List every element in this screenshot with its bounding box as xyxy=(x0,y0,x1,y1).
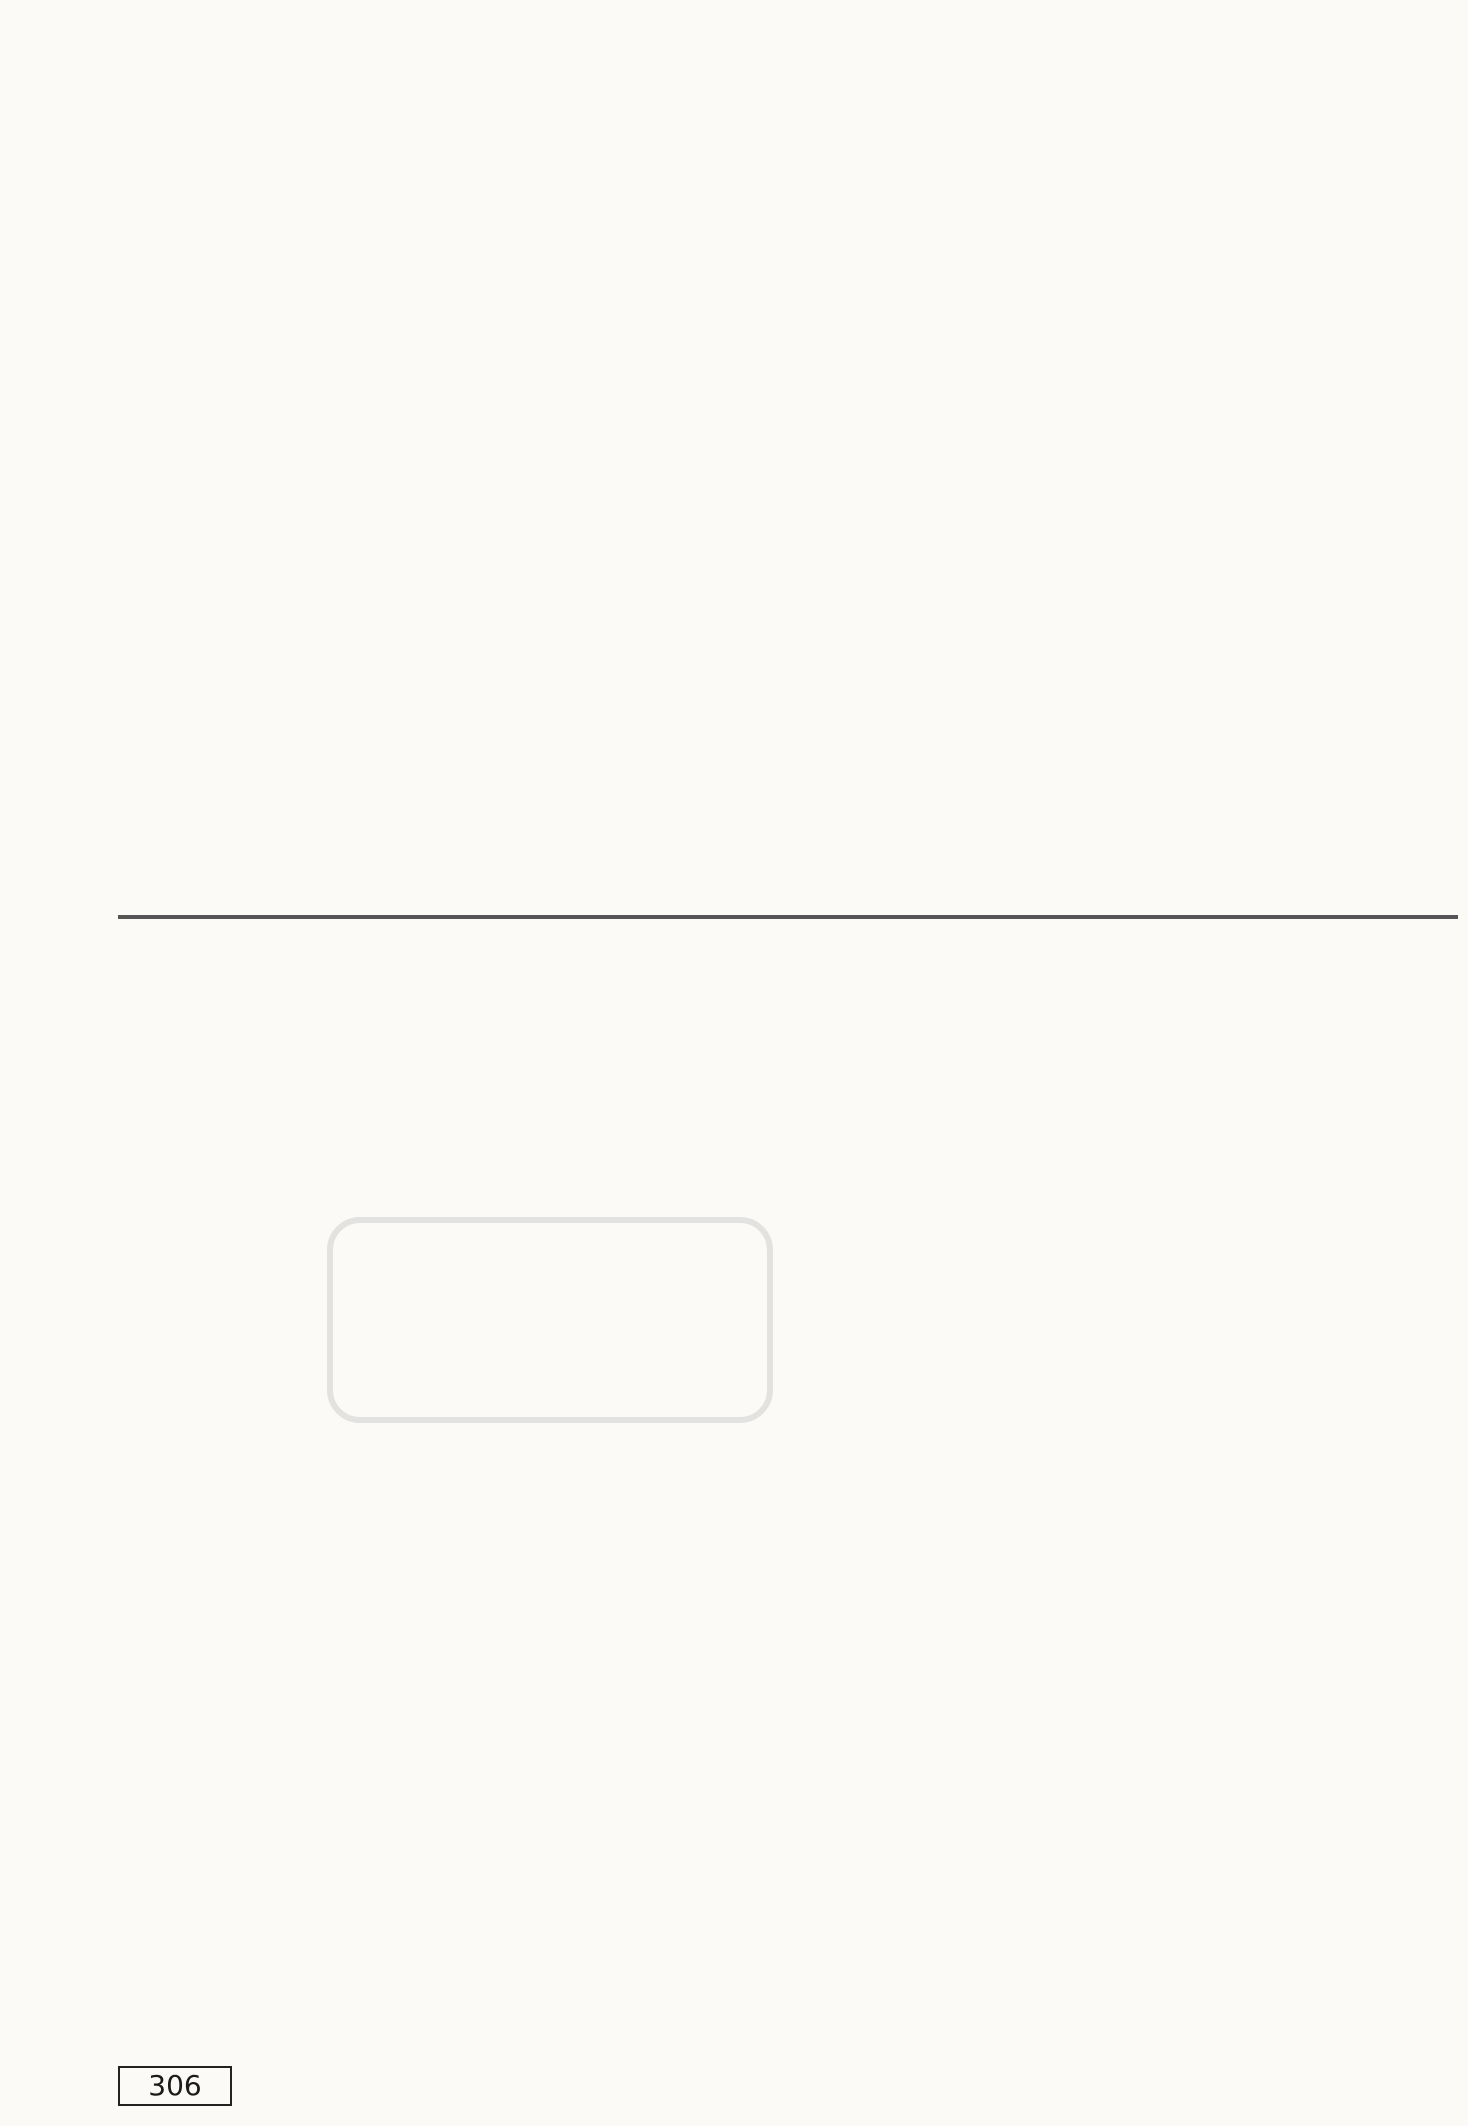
page-number: 306 xyxy=(118,2066,232,2106)
faint-stamp-icon xyxy=(320,1200,780,1440)
bottom-left-column xyxy=(118,945,510,955)
section-divider xyxy=(118,915,1458,919)
